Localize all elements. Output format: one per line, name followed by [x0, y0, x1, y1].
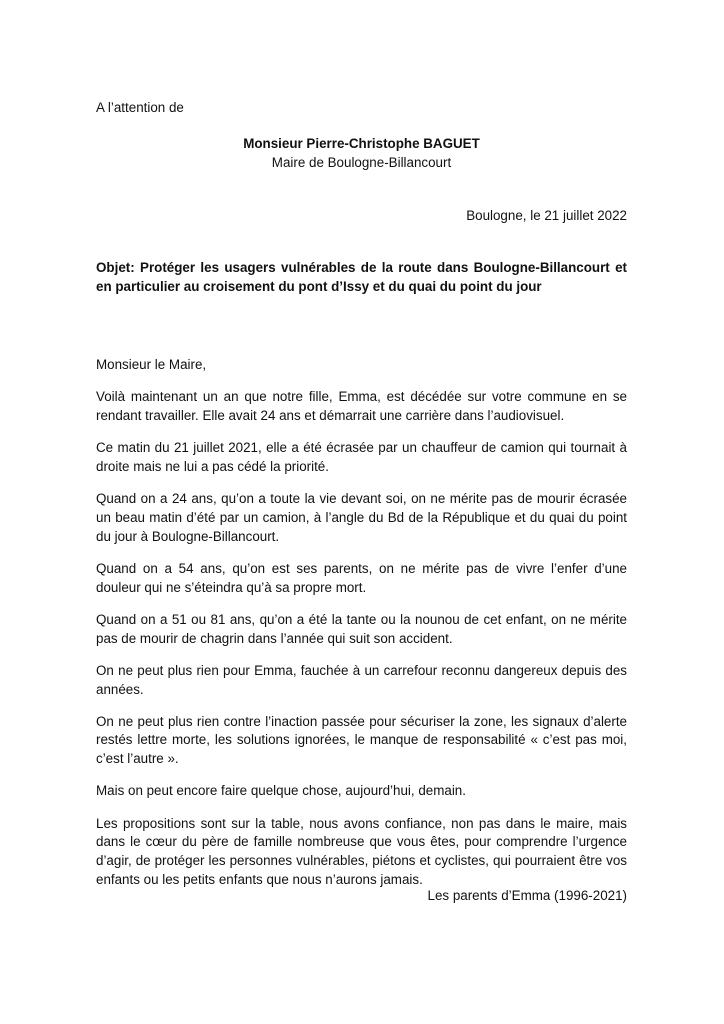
paragraph: On ne peut plus rien pour Emma, fauchée à un carrefour reconnu dangereux depuis des années. [96, 662, 627, 697]
signature: Les parents d’Emma (1996-2021) [427, 888, 627, 903]
salutation: Monsieur le Maire, [96, 357, 207, 372]
recipient-role: Maire de Boulogne-Billancourt [271, 154, 452, 170]
recipient-block [96, 135, 627, 172]
paragraph: Mais on peut encore faire quelque chose, aujourd’hui, demain. [96, 783, 466, 799]
paragraph: Voilà maintenant un an que notre fille, Emma, est décédée sur votre commune en se rendant travailler. Elle avait 24 ans et démarrait une carrière dans l’audiovisuel. [96, 389, 627, 423]
attention-line: A l’attention de [96, 100, 184, 115]
paragraph: Quand on a 24 ans, qu’on a toute la vie devant soi, on ne mérite pas de mourir écrasée un beau matin d’été par un camion, à l’angle du Bd de la République et du quai du point du jour à Boulogne-Billancourt. [96, 491, 627, 544]
letter-subject: Objet: Protéger les usagers vulnérables de la route dans Boulogne-Billancourt et en particulier au croisement du pont d’Issy et du quai du point du jour [96, 260, 627, 294]
letter-date: Boulogne, le 21 juillet 2022 [466, 208, 627, 223]
paragraph: Ce matin du 21 juillet 2021, elle a été écrasée par un chauffeur de camion qui tournait à droite mais ne lui a pas cédé la priorité. [96, 440, 627, 474]
paragraph: Quand on a 51 ou 81 ans, qu’on a été la tante ou la nounou de cet enfant, on ne mérite pas de mourir de chagrin dans l’année qui suit son accident. [96, 611, 627, 646]
paragraph: Les propositions sont sur la table, nous avons confiance, non pas dans le maire, mais dans le cœur du père de famille nombreuse que vous êtes, pour comprendre l’urgence d’agir, de protéger les personnes vulnérables, piétons et cyclistes, qui pourraient être vos enfants ou les petits enfants que nous n’aurons jamais. [96, 815, 627, 887]
paragraph: On ne peut plus rien contre l’inaction passée pour sécuriser la zone, les signaux d’alerte restés lettre morte, les solutions ignorées, le manque de responsabilité « c’est pas moi, c’est l’autre ». [96, 713, 627, 767]
letter-body [96, 356, 627, 903]
recipient-name: Monsieur Pierre-Christophe BAGUET [243, 136, 480, 151]
paragraph: Quand on a 54 ans, qu’on est ses parents, on ne mérite pas de vivre l’enfer d’une douleur qui ne s’éteindra qu’à sa propre mort. [96, 560, 627, 595]
